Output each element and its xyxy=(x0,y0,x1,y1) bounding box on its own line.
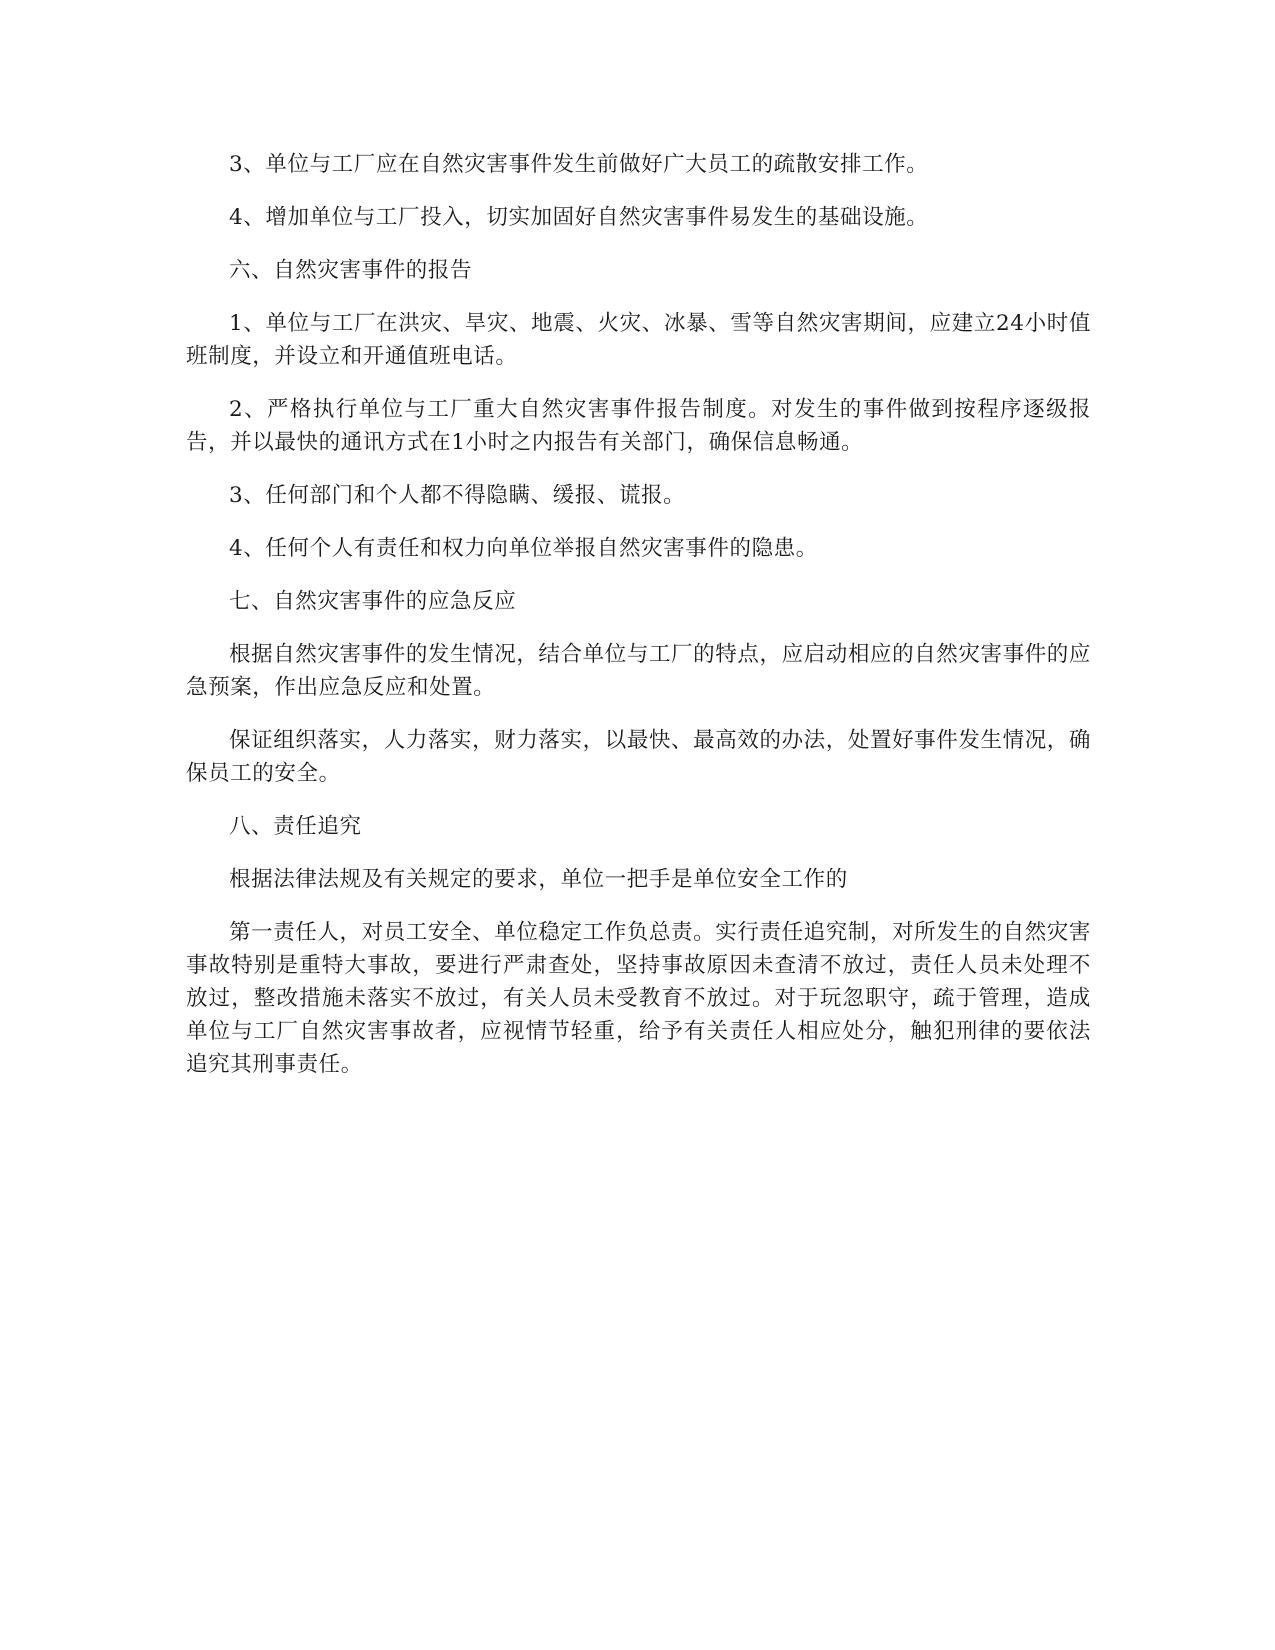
paragraph-ensure-safety: 保证组织落实，人力落实，财力落实，以最快、最高效的办法，处置好事件发生情况，确保员工的安全。 xyxy=(186,728,1091,786)
section-heading-emergency-response: 七、自然灾害事件的应急反应 xyxy=(229,589,517,614)
section-heading-accountability: 八、责任追究 xyxy=(229,814,362,839)
paragraph-item-2-report-procedure: 2、严格执行单位与工厂重大自然灾害事件报告制度。对发生的事件做到按程序逐级报告，并以最快的通讯方式在1小时之内报告有关部门，确保信息畅通。 xyxy=(186,397,1091,455)
paragraph-item-4-reporting-right: 4、任何个人有责任和权力向单位举报自然灾害事件的隐患。 xyxy=(229,536,818,561)
paragraph-item-3-evacuation: 3、单位与工厂应在自然灾害事件发生前做好广大员工的疏散安排工作。 xyxy=(229,152,929,177)
document-body xyxy=(186,148,1091,1101)
paragraph-legal-basis: 根据法律法规及有关规定的要求，单位一把手是单位安全工作的 xyxy=(229,867,848,892)
paragraph-emergency-plan: 根据自然灾害事件的发生情况，结合单位与工厂的特点，应启动相应的自然灾害事件的应急预案，作出应急反应和处置。 xyxy=(186,642,1091,700)
paragraph-item-3-no-concealment: 3、任何部门和个人都不得隐瞒、缓报、谎报。 xyxy=(229,483,686,508)
section-heading-reporting: 六、自然灾害事件的报告 xyxy=(229,258,473,283)
paragraph-responsibility-details: 第一责任人，对员工安全、单位稳定工作负总责。实行责任追究制，对所发生的自然灾害事故特别是重特大事故，要进行严肃查处，坚持事故原因未查清不放过，责任人员未处理不放过，整改措施未落实不放过，有关人员未受教育不放过。对于玩忽职守，疏于管理，造成单位与工厂自然灾害事故者，应视情节轻重，给予有关责任人相应处分，触犯刑律的要依法追究其刑事责任。 xyxy=(186,920,1091,1077)
paragraph-item-4-infrastructure: 4、增加单位与工厂投入，切实加固好自然灾害事件易发生的基础设施。 xyxy=(229,205,929,230)
paragraph-item-1-duty-system: 1、单位与工厂在洪灾、旱灾、地震、火灾、冰暴、雪等自然灾害期间，应建立24小时值班制度，并设立和开通值班电话。 xyxy=(186,311,1091,369)
